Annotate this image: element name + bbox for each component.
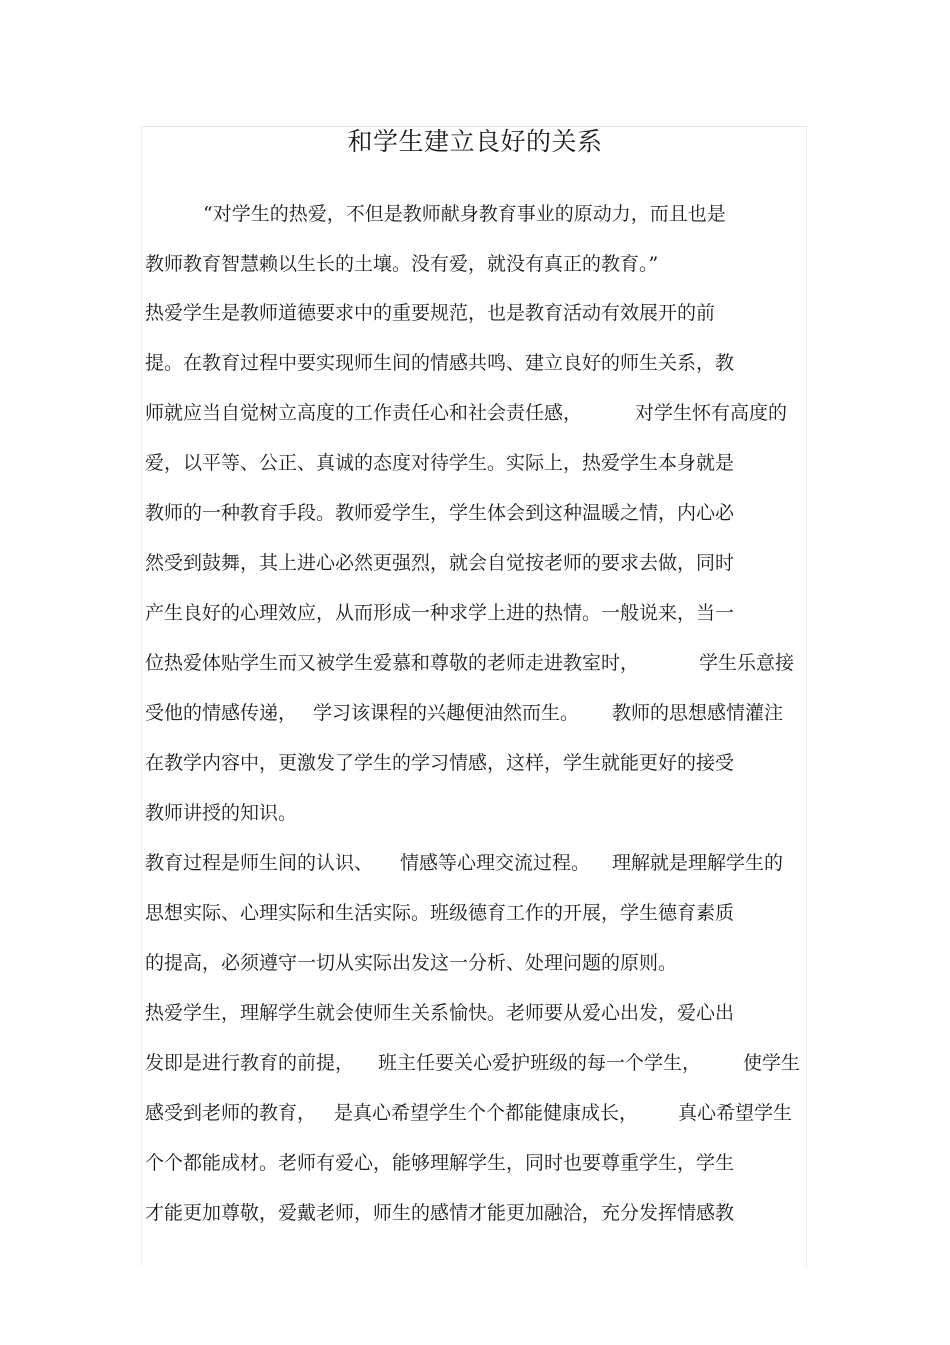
text-segment: 理解就是理解学生的 (612, 852, 784, 874)
text-segment: 提。在教育过程中要实现师生间的情感共鸣、建立良好的师生关系，教 (145, 352, 735, 374)
text-segment: 爱，以平等、公正、真诚的态度对待学生。实际上，热爱学生本身就是 (145, 452, 735, 474)
text-segment: 思想实际、心理实际和生活实际。班级德育工作的开展，学生德育素质 (145, 902, 735, 924)
text-segment: 对学生怀有高度的 (635, 402, 788, 424)
page-frame (141, 126, 807, 1266)
text-segment: 教师的一种教育手段。教师爱学生，学生体会到这种温暖之情，内心必 (145, 502, 735, 524)
text-segment: 情感等心理交流过程。 (400, 852, 591, 874)
document-title: 和学生建立良好的关系 (347, 127, 603, 156)
text-segment: 个个都能成材。老师有爱心，能够理解学生，同时也要尊重学生，学生 (145, 1152, 735, 1174)
text-segment: 位热爱体贴学生而又被学生爱慕和尊敬的老师走进教室时， (145, 652, 640, 674)
text-segment: 的提高，必须遵守一切从实际出发这一分析、处理问题的原则。 (145, 952, 678, 974)
text-segment: 教师教育智慧赖以生长的土壤。没有爱，就没有真正的教育。” (145, 253, 659, 275)
text-segment: 使学生 (743, 1052, 801, 1074)
text-segment: 教育过程是师生间的认识、 (145, 852, 374, 874)
text-segment: 感受到老师的教育， (145, 1102, 317, 1124)
text-segment: 受他的情感传递， (145, 702, 298, 724)
text-segment: 班主任要关心爱护班级的每一个学生， (378, 1052, 702, 1074)
text-segment: 发即是进行教育的前提， (145, 1052, 355, 1074)
text-segment: 师就应当自觉树立高度的工作责任心和社会责任感， (145, 402, 583, 424)
text-segment: “对学生的热爱，不但是教师献身教育事业的原动力，而且也是 (203, 203, 726, 225)
text-segment: 才能更加尊敬，爱戴老师，师生的感情才能更加融洽，充分发挥情感教 (145, 1202, 735, 1224)
text-segment: 然受到鼓舞，其上进心必然更强烈，就会自觉按老师的要求去做，同时 (145, 552, 735, 574)
text-segment: 是真心希望学生个个都能健康成长， (334, 1102, 639, 1124)
text-segment: 热爱学生是教师道德要求中的重要规范，也是教育活动有效展开的前 (145, 302, 716, 324)
text-segment: 学习该课程的兴趣便油然而生。 (313, 702, 580, 724)
text-segment: 真心希望学生 (678, 1102, 793, 1124)
text-segment: 教师的思想感情灌注 (612, 702, 784, 724)
text-segment: 教师讲授的知识。 (145, 802, 298, 824)
text-segment: 热爱学生，理解学生就会使师生关系愉快。老师要从爱心出发，爱心出 (145, 1002, 735, 1024)
text-segment: 学生乐意接 (699, 652, 795, 674)
text-segment: 产生良好的心理效应，从而形成一种求学上进的热情。一般说来，当一 (145, 602, 735, 624)
text-segment: 在教学内容中，更激发了学生的学习情感，这样，学生就能更好的接受 (145, 752, 735, 774)
